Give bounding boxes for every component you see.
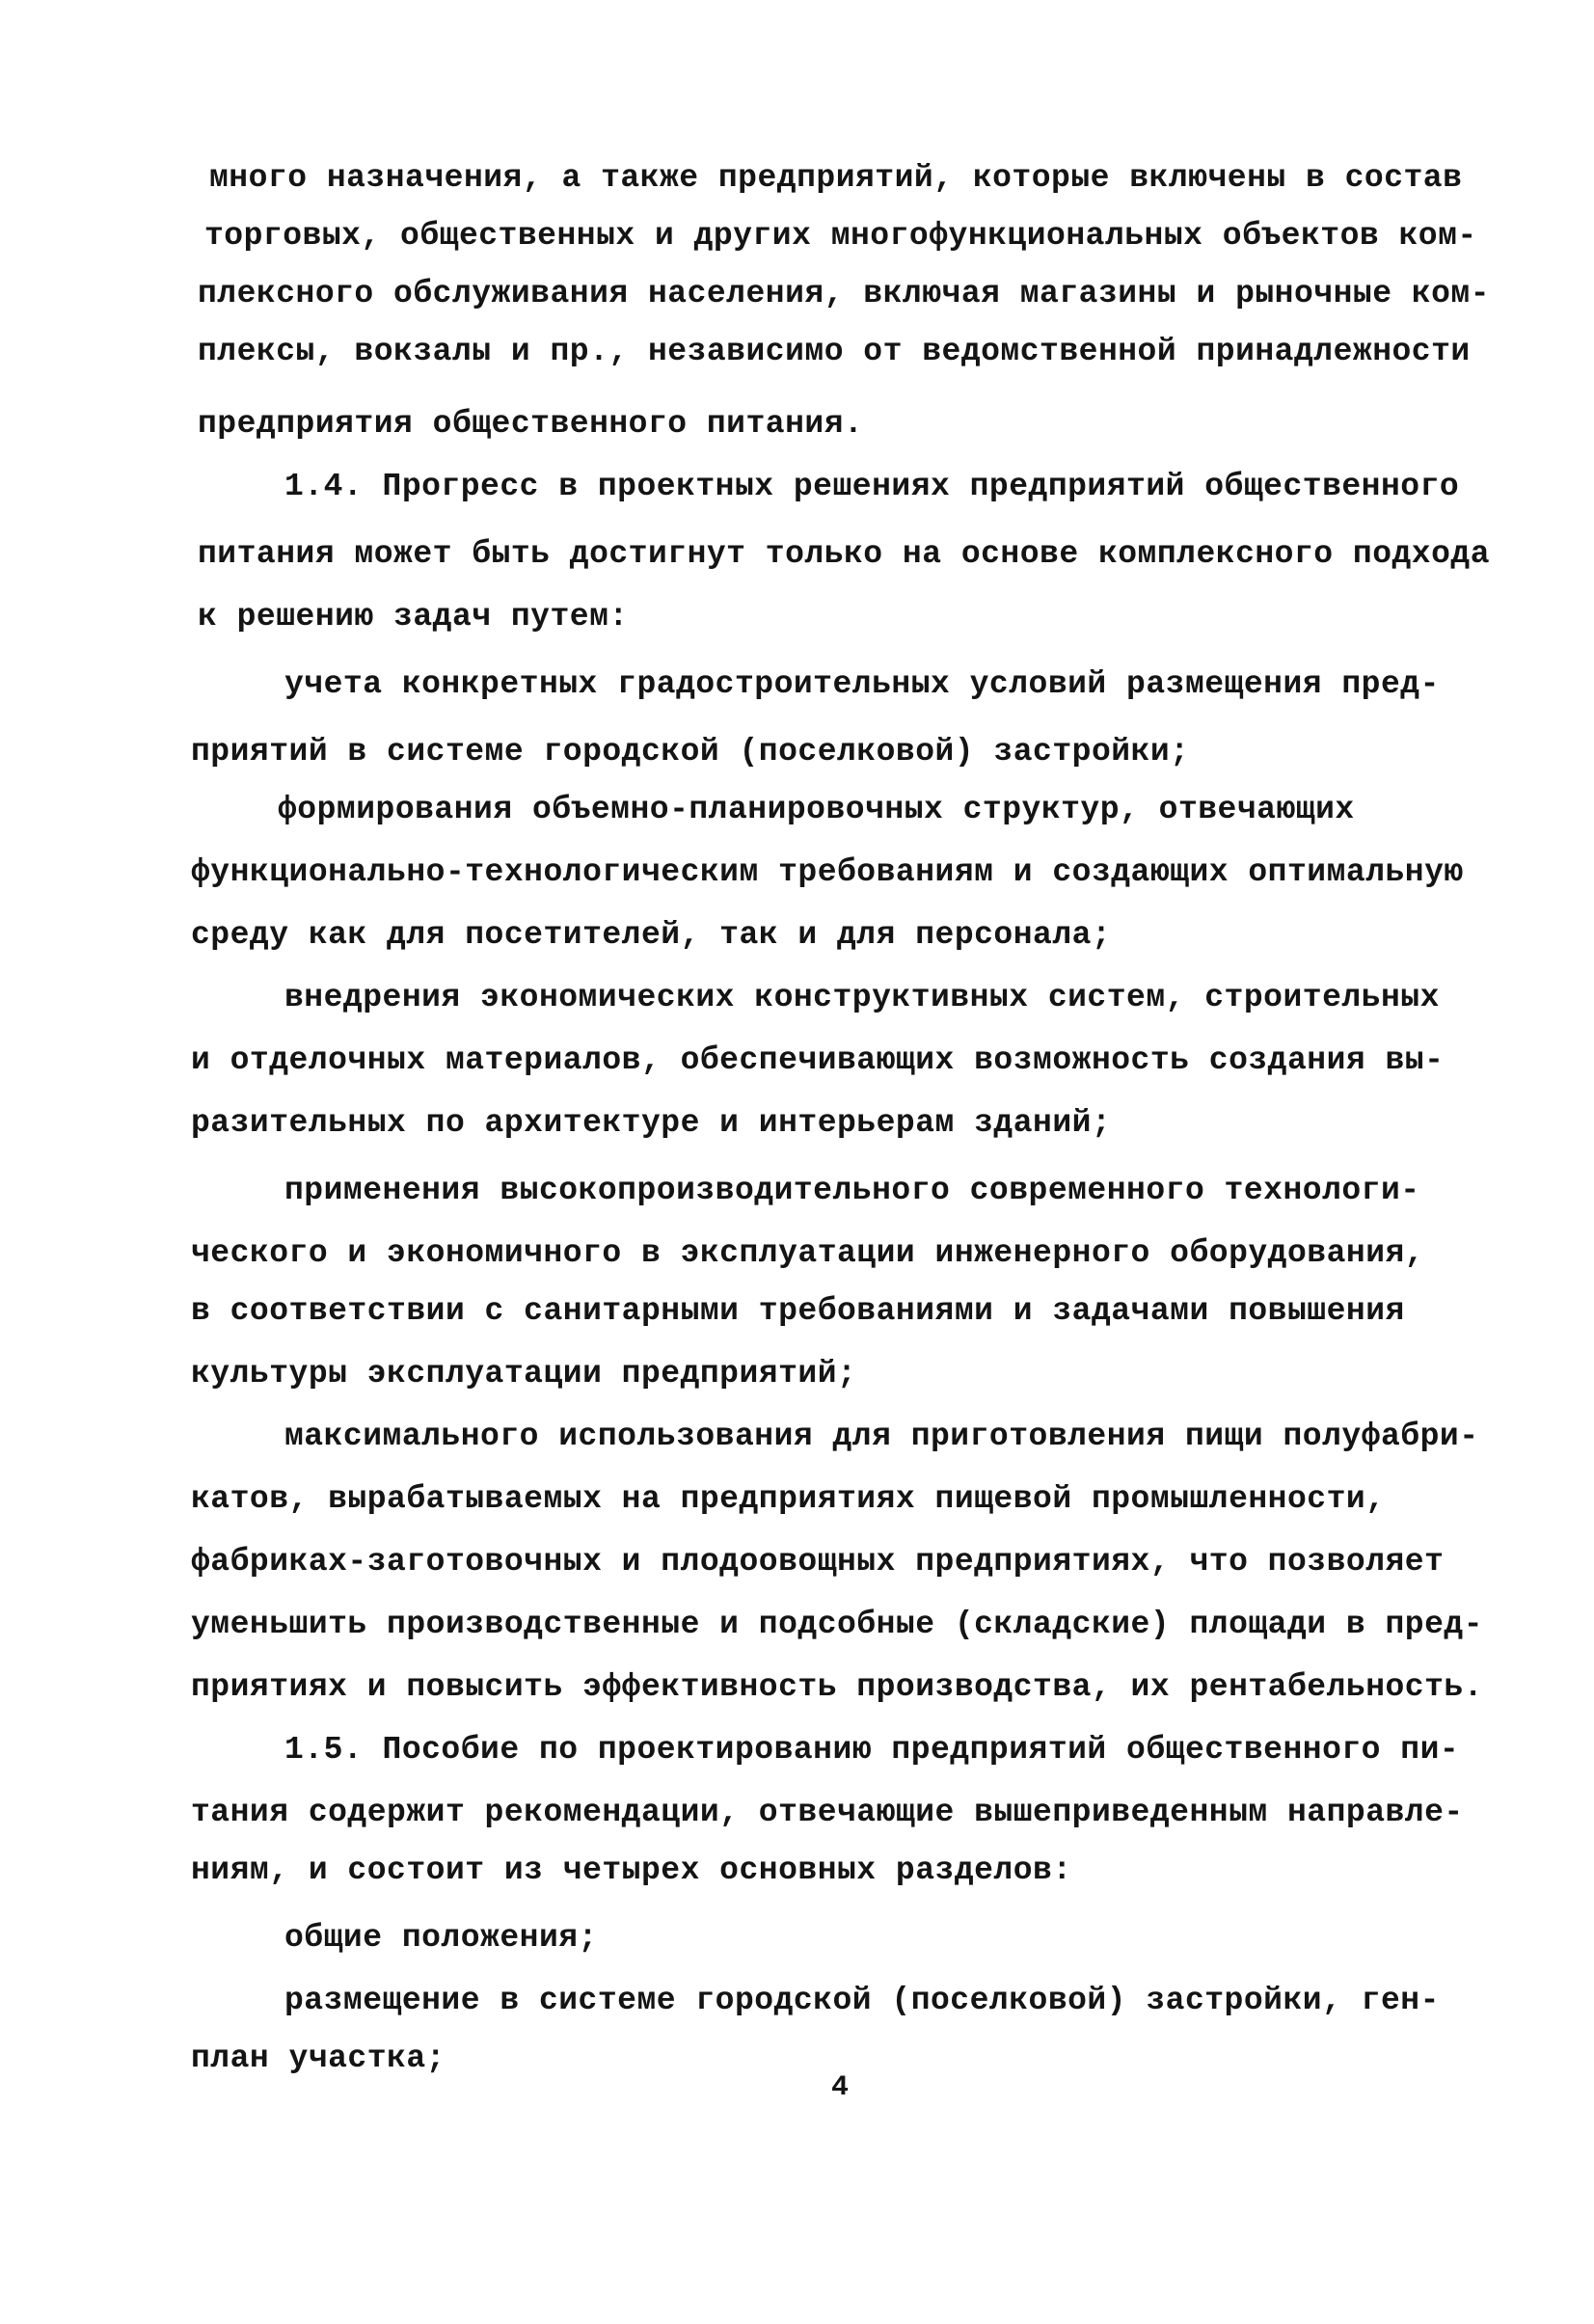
- text-line: 1.5. Пособие по проектированию предприятий общественного пи-: [284, 1732, 1460, 1768]
- text-line: применения высокопроизводительного современного технологи-: [284, 1173, 1420, 1208]
- page-number: 4: [831, 2071, 850, 2104]
- text-line: приятиях и повысить эффективность производства, их рентабельность.: [191, 1669, 1484, 1705]
- text-line: среду как для посетителей, так и для персонала;: [191, 917, 1112, 953]
- text-line: плексы, вокзалы и пр., независимо от ведомственной принадлежности: [198, 334, 1471, 369]
- text-line: общие положения;: [284, 1920, 598, 1956]
- text-line: катов, вырабатываемых на предприятиях пищевой промышленности,: [191, 1481, 1386, 1517]
- text-line: внедрения экономических конструктивных систем, строительных: [284, 980, 1440, 1015]
- text-line: формирования объемно-планировочных структур, отвечающих: [278, 792, 1355, 827]
- text-line: много назначения, а также предприятий, которые включены в состав: [209, 160, 1463, 196]
- text-line: ческого и экономичного в эксплуатации инженерного оборудования,: [191, 1235, 1425, 1271]
- text-line: торговых, общественных и других многофункциональных объектов ком-: [204, 218, 1477, 254]
- text-line: питания может быть достигнут только на основе комплексного подхода: [198, 536, 1491, 572]
- text-line: приятий в системе городской (поселковой) застройки;: [191, 734, 1190, 770]
- text-line: функционально-технологическим требованиям и создающих оптимальную: [191, 854, 1464, 890]
- text-line: тания содержит рекомендации, отвечающие вышеприведенным направле-: [191, 1795, 1464, 1830]
- text-line: максимального использования для приготовления пищи полуфабри-: [284, 1419, 1479, 1454]
- text-line: предприятия общественного питания.: [198, 406, 864, 442]
- text-line: фабриках-заготовочных и плодоовощных предприятиях, что позволяет: [191, 1544, 1445, 1580]
- text-line: и отделочных материалов, обеспечивающих возможность создания вы-: [191, 1042, 1445, 1078]
- text-line: разительных по архитектуре и интерьерам зданий;: [191, 1105, 1112, 1141]
- text-line: размещение в системе городской (поселковой) застройки, ген-: [284, 1983, 1440, 2018]
- text-line: уменьшить производственные и подсобные (складские) площади в пред-: [191, 1607, 1484, 1642]
- text-line: ниям, и состоит из четырех основных разделов:: [191, 1852, 1072, 1888]
- text-line: культуры эксплуатации предприятий;: [191, 1356, 857, 1392]
- text-line: к решению задач путем:: [198, 599, 629, 635]
- text-line: в соответствии с санитарными требованиями и задачами повышения: [191, 1293, 1405, 1329]
- text-line: плексного обслуживания населения, включая магазины и рыночные ком-: [198, 276, 1491, 311]
- text-line: план участка;: [191, 2040, 446, 2076]
- text-line: 1.4. Прогресс в проектных решениях предприятий общественного: [284, 469, 1460, 504]
- text-line: учета конкретных градостроительных условий размещения пред-: [284, 666, 1440, 702]
